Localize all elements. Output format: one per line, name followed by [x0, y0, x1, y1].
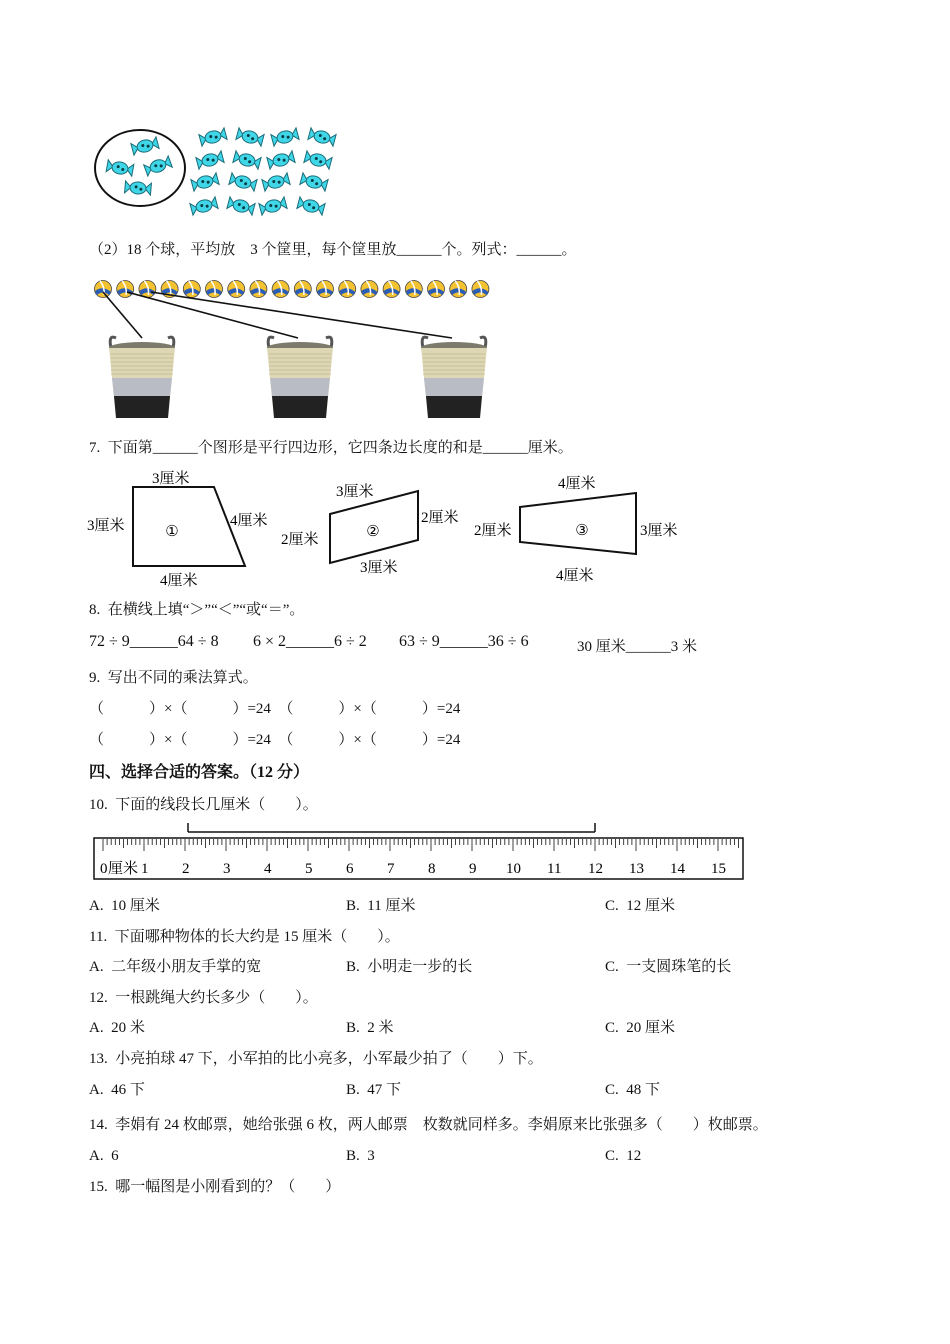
q13-text: 13. 小亮拍球 47 下，小军拍的比小亮多，小军最少拍了（ ）下。 [89, 1051, 543, 1067]
ball-icon [361, 281, 378, 298]
shape-3-right-label: 3厘米 [640, 523, 678, 539]
ruler [0, 818, 950, 888]
candy-icon [196, 151, 224, 169]
ball-icon [250, 281, 267, 298]
candies [106, 128, 336, 215]
ruler-tick-label: 12 [588, 861, 603, 877]
q11-option-c: C. 一支圆珠笔的长 [605, 959, 732, 975]
q10-option-b: B. 11 厘米 [346, 898, 416, 914]
shape-3-left-label: 2厘米 [474, 523, 512, 539]
shape-2-right-label: 2厘米 [421, 510, 459, 526]
candy-icon [144, 156, 173, 176]
ball-icon [317, 281, 334, 298]
ball-icon [183, 281, 200, 298]
ruler-tick-label: 15 [711, 861, 726, 877]
candy-icon [131, 137, 159, 155]
ruler-tick-label: 3 [223, 861, 231, 877]
q14-text: 14. 李娟有 24 枚邮票，她给张强 6 枚，两人邮票 枚数就同样多。李娟原来比张强多（ ）枚邮票。 [89, 1117, 768, 1133]
candy-icon [233, 151, 261, 169]
balls [95, 281, 489, 298]
q12-option-c: C. 20 厘米 [605, 1020, 676, 1036]
shape-3-bottom-label: 4厘米 [556, 568, 594, 584]
candy-icon [300, 173, 328, 191]
q13-option-c: C. 48 下 [605, 1082, 661, 1098]
pointer-line [151, 292, 452, 338]
q14-option-c: C. 12 [605, 1148, 642, 1164]
ruler-tick-label: 10 [506, 861, 521, 877]
candy-icon [190, 197, 218, 215]
q6-2-text: （2）18 个球，平均放 3 个筐里，每个筐里放______个。列式：______。 [89, 242, 577, 258]
candy-icon [199, 128, 227, 146]
candy-icon [227, 197, 255, 215]
ball-icon [272, 281, 289, 298]
q11-option-b: B. 小明走一步的长 [346, 959, 473, 975]
q13-option-b: B. 47 下 [346, 1082, 402, 1098]
shape-1-left-label: 3厘米 [87, 518, 125, 534]
ball-icon [383, 281, 400, 298]
baskets [109, 337, 487, 418]
q10-text: 10. 下面的线段长几厘米（ ）。 [89, 797, 318, 813]
ball-icon [472, 281, 489, 298]
q8-expression-3: 63 ÷ 9______36 ÷ 6 [399, 633, 529, 650]
shape-3-top-label: 4厘米 [558, 476, 596, 492]
basket-icon [109, 337, 175, 418]
q8-expression-2: 6 × 2______6 ÷ 2 [253, 633, 367, 650]
candy-icon [262, 173, 290, 191]
q10-option-a: A. 10 厘米 [89, 898, 160, 914]
ball-icon [339, 281, 356, 298]
shape-3-number: ③ [575, 523, 589, 539]
candy-icon [267, 151, 295, 169]
q9-row-2: （ ）×（ ）=24 （ ）×（ ）=24 [89, 732, 461, 748]
q7-text: 7. 下面第______个图形是平行四边形，它四条边长度的和是______厘米。 [89, 440, 573, 456]
q13-option-a: A. 46 下 [89, 1082, 145, 1098]
q8-expression-4: 30 厘米______3 米 [577, 639, 698, 655]
ruler-unit-label: 厘米 [108, 861, 139, 877]
basket-icon [421, 337, 487, 418]
shape-2-number: ② [366, 524, 380, 540]
section-4-title: 四、选择合适的答案。（12 分） [89, 764, 310, 781]
q14-option-a: A. 6 [89, 1148, 119, 1164]
shape-1-number: ① [165, 524, 179, 540]
shape-1-bottom-label: 4厘米 [160, 573, 198, 589]
ruler-tick-label: 0 [100, 861, 108, 877]
shape-2-bottom-label: 3厘米 [360, 560, 398, 576]
pointer-line [127, 292, 298, 338]
shape-1-trapezoid [133, 487, 245, 566]
ruler-tick-label: 1 [141, 861, 149, 877]
q9-row-1: （ ）×（ ）=24 （ ）×（ ）=24 [89, 701, 461, 717]
ball-icon [428, 281, 445, 298]
q7-shapes [0, 465, 950, 595]
ruler-tick-label: 7 [387, 861, 395, 877]
candy-icon [191, 173, 219, 191]
q10-option-c: C. 12 厘米 [605, 898, 676, 914]
ruler-tick-label: 14 [670, 861, 685, 877]
candy-icon [229, 173, 257, 191]
ball-icon [294, 281, 311, 298]
candy-icon [125, 181, 152, 195]
q12-text: 12. 一根跳绳大约长多少（ ）。 [89, 990, 318, 1006]
ruler-tick-label: 8 [428, 861, 436, 877]
ball-icon [95, 281, 112, 298]
ball-icon [139, 281, 156, 298]
q12-option-a: A. 20 米 [89, 1020, 145, 1036]
q9-text: 9. 写出不同的乘法算式。 [89, 670, 258, 686]
q11-option-a: A. 二年级小朋友手掌的宽 [89, 959, 262, 975]
q11-text: 11. 下面哪种物体的长大约是 15 厘米（ ）。 [89, 929, 400, 945]
ruler-tick-label: 13 [629, 861, 644, 877]
candy-icon [259, 197, 287, 215]
ruler-tick-label: 4 [264, 861, 272, 877]
shape-1-top-label: 3厘米 [152, 471, 190, 487]
candy-icon [236, 128, 264, 146]
ruler-tick-label: 6 [346, 861, 354, 877]
ball-icon [405, 281, 422, 298]
q15-text: 15. 哪一幅图是小刚看到的？（ ） [89, 1179, 341, 1195]
basket-icon [267, 337, 333, 418]
shape-1-right-label: 4厘米 [230, 513, 268, 529]
pointer-line [103, 292, 142, 338]
balls-baskets-picture [0, 275, 950, 435]
candy-icon [271, 128, 299, 146]
shape-2-left-label: 2厘米 [281, 532, 319, 548]
ball-icon [117, 281, 134, 298]
ball-icon [228, 281, 245, 298]
ruler-tick-label: 9 [469, 861, 477, 877]
candy-icon [297, 197, 325, 215]
ball-icon [206, 281, 223, 298]
q8-text: 8. 在横线上填“＞”“＜”“或“＝”。 [89, 602, 305, 618]
candy-picture [0, 0, 950, 230]
candy-icon [304, 151, 332, 169]
candy-icon [106, 160, 134, 176]
q8-expression-1: 72 ÷ 9______64 ÷ 8 [89, 633, 219, 650]
candy-icon [308, 128, 336, 146]
ruler-tick-label: 5 [305, 861, 313, 877]
ruler-tick-label: 11 [547, 861, 562, 877]
shape-2-top-label: 3厘米 [336, 484, 374, 500]
ruler-tick-label: 2 [182, 861, 190, 877]
q14-option-b: B. 3 [346, 1148, 375, 1164]
q12-option-b: B. 2 米 [346, 1020, 394, 1036]
ball-icon [450, 281, 467, 298]
